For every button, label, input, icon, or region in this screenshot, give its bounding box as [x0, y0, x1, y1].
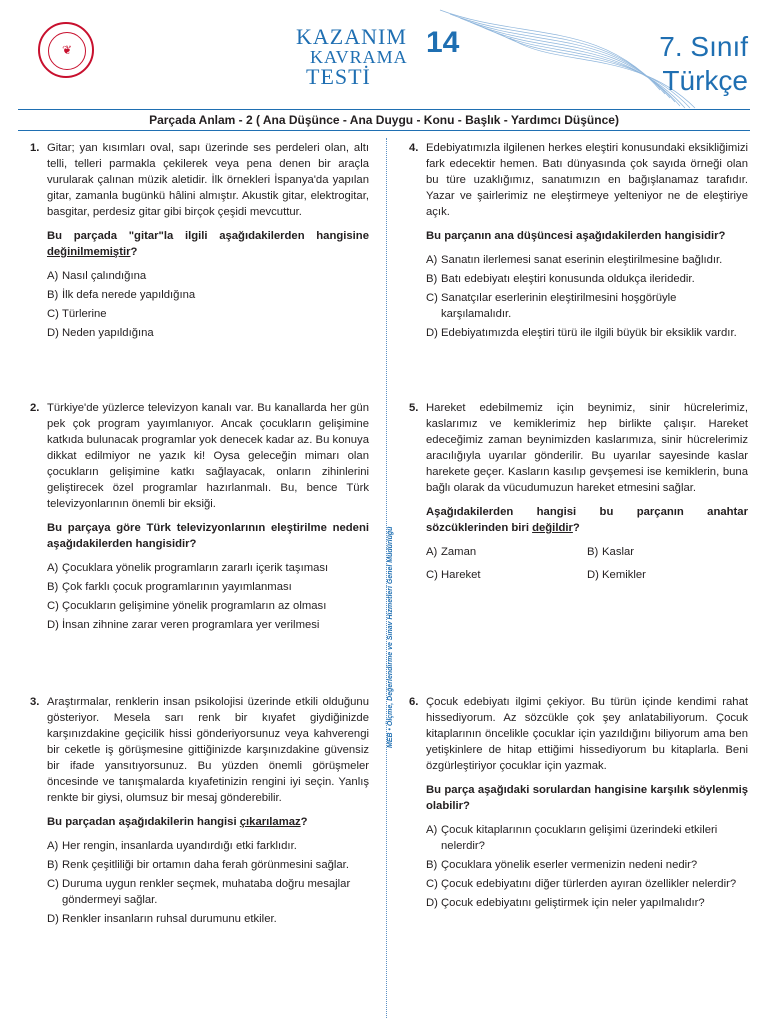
options [426, 822, 748, 911]
question-4 [409, 140, 748, 344]
option-d[interactable] [426, 325, 748, 341]
option-letter: D) [47, 327, 59, 339]
question-text: Gitar; yan kısımları oval, sapı üzerinde ses perdeleri olan, altı telli, telleri parmakla çekilerek veya pena denen bir araçla vurularak çalınan müzik aletidir. İlk örnekleri İspanya'da yapılan gitar, zamanla bugünkü hâlini almıştır. Akustik gitar, elektrogitar, basgitar, perdesiz gitar gibi birçok çeşidi mevcuttur. [47, 142, 369, 218]
option-a[interactable] [47, 268, 369, 284]
option-text: Edebiyatımızda eleştiri türü ile ilgili büyük bir eksiklik vardır. [441, 327, 737, 339]
option-text: Kemikler [602, 569, 646, 581]
option-c[interactable] [47, 598, 369, 614]
option-text: İnsan zihnine zarar veren programlara yer verilmesi [62, 619, 320, 631]
logo-line-3: TESTİ [306, 64, 371, 89]
stem-emphasis: değinilmemiştir [47, 246, 131, 258]
option-b[interactable] [47, 857, 369, 873]
option-c[interactable] [426, 567, 587, 583]
option-d[interactable] [587, 567, 748, 583]
option-text: Batı edebiyatı eleştiri konusunda oldukça ileridedir. [441, 273, 695, 285]
option-a[interactable] [47, 560, 369, 576]
option-text: Renk çeşitliliği bir ortamın daha ferah görünmesini sağlar. [62, 859, 349, 871]
option-text: Zaman [441, 546, 477, 558]
options [426, 544, 748, 586]
question-text: Çocuk edebiyatı ilgimi çekiyor. Bu türün içinde kendimi rahat hissediyorum. Az sözcükle çok şey anlatabiliyorum. Çocuk kitaplarının öncelikle çocuklar için yazıldığını biliyorum ama ben yetişkinlere de hitap ettiğimi hissediyorum bu kitaplarla. Beni özgürleştiriyor çocuklar için yazmak. [426, 696, 748, 772]
stem-text: Bu parçaya göre Türk televizyonlarının eleştirilme nedeni aşağıdakilerden hangisidir? [47, 522, 369, 550]
option-letter: A) [47, 840, 59, 852]
stem-text: Bu parçadan aşağıdakilerin hangisi [47, 816, 240, 828]
question-stem [426, 782, 748, 814]
stem-text: Aşağıdakilerden hangisi bu parçanın anahtar sözcüklerinden biri [426, 506, 748, 534]
option-letter: D) [587, 569, 599, 581]
question-stem [426, 228, 748, 244]
question-stem [47, 520, 369, 552]
option-letter: C) [426, 569, 438, 581]
option-letter: D) [47, 619, 59, 631]
option-letter: C) [47, 600, 59, 612]
question-6 [409, 694, 748, 914]
option-c[interactable] [47, 876, 369, 908]
option-letter: A) [426, 824, 438, 836]
option-text: Neden yapıldığına [62, 327, 154, 339]
question-1 [30, 140, 369, 344]
option-a[interactable] [426, 544, 587, 560]
option-letter: B) [426, 273, 438, 285]
option-letter: B) [47, 581, 59, 593]
option-b[interactable] [426, 857, 748, 873]
option-letter: D) [47, 913, 59, 925]
option-text: Türlerine [62, 308, 107, 320]
option-d[interactable] [47, 325, 369, 341]
question-2 [30, 400, 369, 636]
option-letter: B) [587, 546, 599, 558]
question-number: 4. [409, 142, 419, 154]
question-text: Hareket edebilmemiz için beynimiz, sinir hücrelerimiz, kaslarımız ve kemiklerimiz hep birlikte çalışır. Hareket edeceğimiz zaman beynimizden kaslarımıza, sinir hücrelerimiz aracılığıyla uyarılar gönderilir. Bu uyarılar sayesinde kaslar harekete geçer. Kasların kasılıp gevşemesi ise kemiklerin, buna bağlı olarak da vücudumuzun hareket etmesini sağlar. [426, 402, 748, 494]
logo-line-1: KAZANIM [296, 24, 407, 49]
options [426, 252, 748, 341]
option-letter: B) [47, 289, 59, 301]
option-letter: A) [426, 254, 438, 266]
option-letter: C) [47, 878, 59, 890]
option-c[interactable] [426, 876, 748, 892]
option-text: Kaslar [602, 546, 635, 558]
options [47, 560, 369, 633]
option-a[interactable] [426, 252, 748, 268]
question-number: 6. [409, 696, 419, 708]
question-3 [30, 694, 369, 930]
option-letter: D) [426, 327, 438, 339]
option-text: Her rengin, insanlarda uyandırdığı etki farklıdır. [62, 840, 297, 852]
options [47, 268, 369, 341]
option-letter: A) [47, 270, 59, 282]
option-c[interactable] [426, 290, 748, 322]
ministry-seal [38, 22, 94, 78]
seal-emblem-icon: ❦ [61, 43, 73, 57]
option-text: Çok farklı çocuk programlarının yayımlanması [62, 581, 292, 593]
test-logo [296, 20, 486, 90]
option-text: Nasıl çalındığına [62, 270, 147, 282]
seal-inner-ring [48, 32, 86, 70]
option-text: Çocuklara yönelik eserler vermenizin nedeni nedir? [441, 859, 698, 871]
option-d[interactable] [426, 895, 748, 911]
question-stem [47, 228, 369, 260]
option-text: Duruma uygun renkler seçmek, muhataba doğru mesajlar göndermeyi sağlar. [62, 878, 351, 906]
option-letter: A) [47, 562, 59, 574]
question-text: Araştırmalar, renklerin insan psikolojisi üzerinde etkili olduğunu gösteriyor. Mesela sarı renk bir kıyafet giydiğinizde karşınızdakine geçicilik hissi gönderiyorsunuz veya kahverengi bir ceketle iş görüşmesine gittiğinizde karşınızdakine güvensiz bir ifade yansıtıyorsunuz. Bu yüzden önemli görüşmeler öncesinde ve tanışmalarda kıyafetinizin rengini iyi seçin. Yanlış renkte bir giysi, olumsuz bir mesaj gönderebilir. [47, 696, 369, 804]
option-letter: B) [47, 859, 59, 871]
option-b[interactable] [47, 579, 369, 595]
option-text: Çocuklara yönelik programların zararlı içerik taşıması [62, 562, 329, 574]
option-text: Hareket [441, 569, 481, 581]
option-letter: C) [47, 308, 59, 320]
question-stem [426, 504, 748, 536]
option-d[interactable] [47, 911, 369, 927]
question-number: 3. [30, 696, 40, 708]
stem-emphasis: çıkarılamaz [239, 816, 301, 828]
stem-end: ? [572, 522, 580, 534]
question-number: 5. [409, 402, 419, 414]
option-text: Çocuk edebiyatını diğer türlerden ayıran özellikler nelerdir? [441, 878, 737, 890]
option-b[interactable] [47, 287, 369, 303]
option-letter: C) [426, 878, 438, 890]
question-number: 2. [30, 402, 40, 414]
option-text: Çocuk edebiyatını geliştirmek için neler yapılmalıdır? [441, 897, 705, 909]
side-credit: MEB • Ölçme, Değerlendirme ve Sınav Hizmetleri Genel Müdürlüğü [387, 526, 394, 748]
option-letter: A) [426, 546, 438, 558]
options [47, 838, 369, 927]
stem-text: Bu parçanın ana düşüncesi aşağıdakilerden hangisidir? [426, 230, 726, 242]
option-b[interactable] [587, 544, 748, 560]
option-letter: B) [426, 859, 438, 871]
option-text: Renkler insanların ruhsal durumunu etkiler. [62, 913, 277, 925]
option-d[interactable] [47, 617, 369, 633]
option-text: Sanatın ilerlemesi sanat eserinin eleştirilmesine bağlıdır. [441, 254, 723, 266]
option-text: Çocuk kitaplarının çocukların gelişimi üzerindeki etkileri nelerdir? [441, 824, 718, 852]
test-number: 14 [426, 26, 460, 59]
stem-text: Bu parçada "gitar"la ilgili aşağıdakilerden hangisine [47, 230, 369, 242]
subject-label: Türkçe [662, 65, 748, 96]
logo-line-2: KAVRAMA [310, 47, 408, 67]
question-text: Türkiye'de yüzlerce televizyon kanalı var. Bu kanallarda her gün pek çok program yayımlanıyor. Ancak çocukların gelişimine katkıda bulunacak programlar yok denecek kadar az. Bu konuya dikkat edilmiyor ne yazık ki! Oysa geleceğin mimarı olan çocukların gelişimine katkı sağlayacak, onların zihinlerini geliştirecek özel programlar hazırlanmalı. Bu, bence Türk televizyonlarının önemli bir eksiği. [47, 402, 369, 510]
question-5 [409, 400, 748, 586]
option-letter: C) [426, 292, 438, 304]
question-number: 1. [30, 142, 40, 154]
grade-subject [659, 30, 748, 98]
option-text: İlk defa nerede yapıldığına [62, 289, 196, 301]
option-a[interactable] [47, 838, 369, 854]
stem-end: ? [130, 246, 138, 258]
option-text: Sanatçılar eserlerinin eleştirilmesini hoşgörüyle karşılamalıdır. [441, 292, 677, 320]
option-text: Çocukların gelişimine yönelik programların az olması [62, 600, 327, 612]
option-letter: D) [426, 897, 438, 909]
topic-title: Parçada Anlam - 2 ( Ana Düşünce - Ana Duygu - Konu - Başlık - Yardımcı Düşünce) [18, 109, 750, 131]
option-b[interactable] [426, 271, 748, 287]
question-text: Edebiyatımızla ilgilenen herkes eleştiri konusundaki eksikliğimizi fark edecektir hemen. Batı dünyasında çok sayıda örneği olan bu türe uzaklığımız, sanatımızın en bağışlanamaz tarafıdır. Yazar ve şairlerimiz ne eleştirmeye yelteniyor ne de eleştiriye açık. [426, 142, 748, 218]
option-a[interactable] [426, 822, 748, 854]
grade-label: 7. Sınıf [659, 31, 748, 62]
stem-emphasis: değildir [532, 522, 573, 534]
stem-text: Bu parça aşağıdaki sorulardan hangisine karşılık söylenmiş olabilir? [426, 784, 748, 812]
option-c[interactable] [47, 306, 369, 322]
stem-end: ? [300, 816, 308, 828]
question-stem [47, 814, 369, 830]
